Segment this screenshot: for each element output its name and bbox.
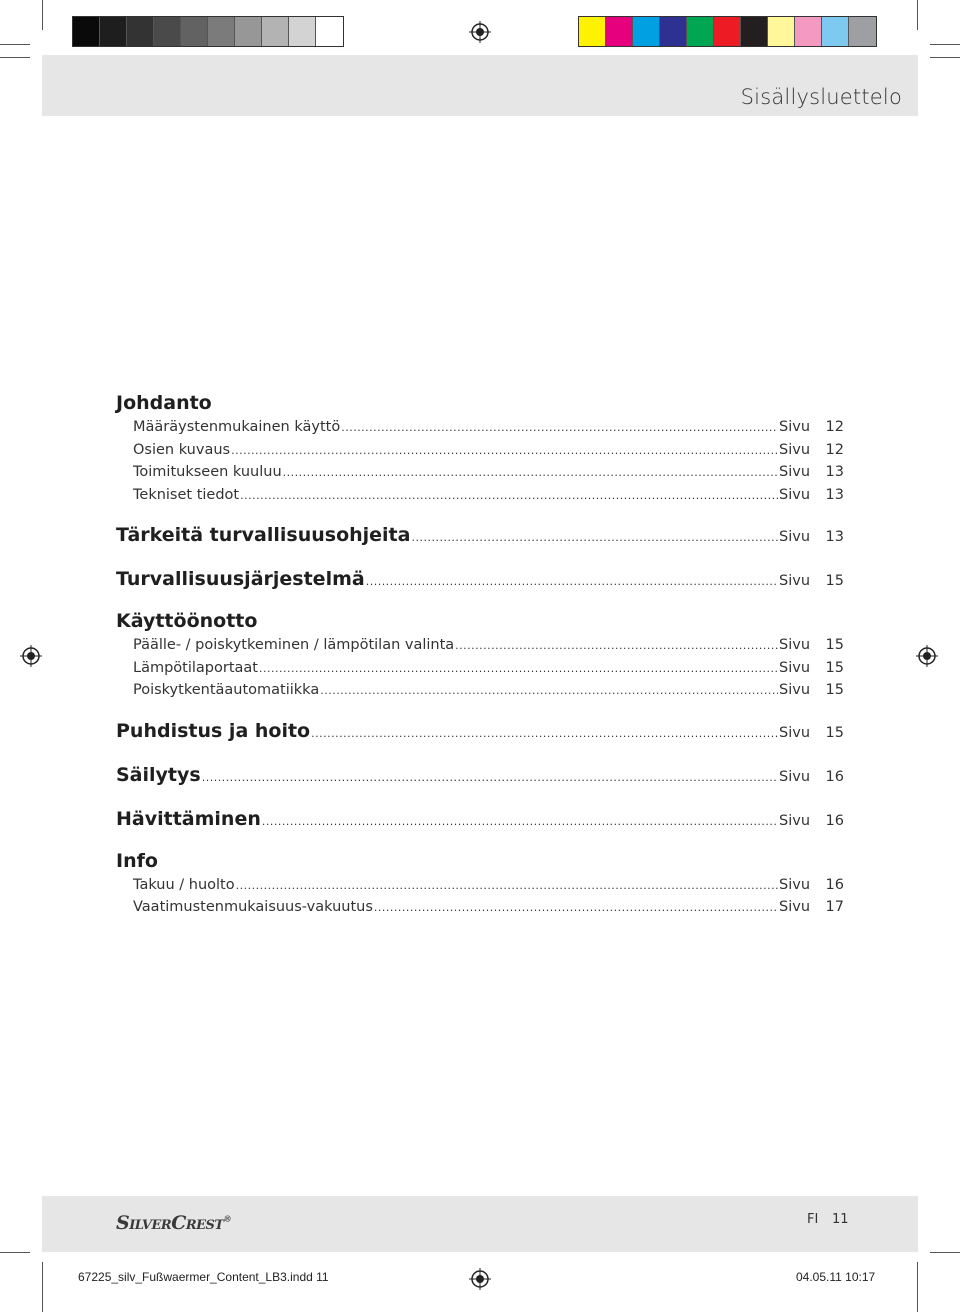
registration-mark-icon: [20, 645, 42, 667]
table-of-contents: [116, 390, 844, 933]
crop-mark: [42, 0, 43, 30]
color-swatch: [822, 17, 849, 46]
crop-mark: [0, 44, 30, 45]
toc-section: [116, 390, 844, 506]
page-ref: 12: [825, 441, 844, 458]
slug-timestamp: 04.05.11 10:17: [796, 1270, 876, 1284]
dot-leader: [341, 417, 778, 440]
toc-section-heading: Info: [116, 849, 158, 872]
toc-entry[interactable]: [116, 657, 844, 680]
toc-entry-label: Osien kuvaus: [133, 441, 231, 458]
dot-leader: [455, 635, 778, 658]
gray-swatch: [181, 17, 208, 46]
language-code: FI: [807, 1212, 819, 1227]
page-ref: 12: [825, 419, 844, 435]
header-band: [42, 55, 918, 116]
crop-mark: [42, 1262, 43, 1312]
toc-entry[interactable]: [116, 520, 844, 550]
color-swatch: [633, 17, 660, 46]
toc-section: [116, 848, 844, 919]
footer-band: [42, 1196, 918, 1252]
color-swatch: [687, 17, 714, 46]
toc-entry-label: Päälle- / poiskytkeminen / lämpötilan valinta: [133, 637, 455, 653]
gray-swatch: [73, 17, 100, 46]
toc-entry[interactable]: [116, 874, 844, 897]
page-word: Sivu: [779, 768, 811, 785]
color-swatch: [660, 17, 687, 46]
toc-section: [116, 520, 844, 550]
dot-leader: [411, 523, 778, 553]
toc-entry[interactable]: [116, 461, 844, 484]
crop-mark: [930, 1252, 960, 1253]
dot-leader: [283, 462, 778, 485]
dot-leader: [240, 485, 778, 508]
dot-leader: [374, 897, 778, 920]
grayscale-color-bar: [72, 16, 344, 47]
toc-entry-label: Hävittäminen: [116, 807, 261, 830]
dot-leader: [231, 440, 778, 463]
toc-section: [116, 716, 844, 746]
dot-leader: [202, 763, 778, 793]
toc-section: [116, 760, 844, 790]
slug-filename: 67225_silv_Fußwaermer_Content_LB3.indd 11: [78, 1270, 329, 1284]
gray-swatch: [154, 17, 181, 46]
toc-entry[interactable]: [116, 634, 844, 657]
silvercrest-logo: SilverCrest®: [116, 1212, 232, 1234]
gray-swatch: [100, 17, 127, 46]
toc-entry-label: Puhdistus ja hoito: [116, 719, 311, 742]
crop-mark: [0, 1252, 30, 1253]
page-word: Sivu: [779, 529, 811, 545]
toc-entry[interactable]: [116, 896, 844, 919]
crop-mark: [0, 57, 30, 58]
toc-entry-label: Poiskytkentäautomatiikka: [133, 682, 320, 698]
registration-mark-icon: [469, 21, 491, 43]
toc-entry[interactable]: [116, 760, 844, 790]
dot-leader: [366, 567, 778, 597]
page-word: Sivu: [779, 441, 811, 458]
toc-entry-label: Määräystenmukainen käyttö: [133, 419, 341, 435]
page-word: Sivu: [779, 464, 811, 480]
page-word: Sivu: [779, 724, 811, 741]
page-ref: 16: [825, 876, 844, 893]
page-ref: 15: [825, 724, 844, 741]
crop-mark: [930, 57, 960, 58]
page-ref: 16: [825, 768, 844, 785]
page-word: Sivu: [779, 899, 811, 915]
toc-entry-label: Tärkeitä turvallisuusohjeita: [116, 524, 411, 546]
crop-mark: [930, 44, 960, 45]
page-word: Sivu: [779, 419, 811, 435]
toc-section-heading: Johdanto: [116, 392, 212, 414]
page-word: Sivu: [779, 573, 811, 589]
toc-entry-label: Tekniset tiedot: [133, 486, 240, 503]
color-swatch: [741, 17, 768, 46]
dot-leader: [311, 719, 778, 749]
toc-entry-label: Toimitukseen kuuluu: [133, 464, 282, 480]
gray-swatch: [235, 17, 262, 46]
registration-mark-icon: [916, 645, 938, 667]
toc-entry-label: Lämpötilaportaat: [133, 659, 258, 676]
gray-swatch: [316, 17, 343, 46]
toc-entry[interactable]: [116, 484, 844, 507]
page-ref: 13: [825, 486, 844, 503]
page-ref: 15: [825, 659, 844, 676]
crop-mark: [917, 1262, 918, 1312]
toc-entry-label: Säilytys: [116, 763, 201, 786]
color-swatch: [714, 17, 741, 46]
color-swatch: [849, 17, 876, 46]
page-ref: 13: [825, 464, 844, 480]
page-ref: 15: [825, 637, 844, 653]
toc-entry[interactable]: [116, 804, 844, 834]
toc-entry[interactable]: [116, 679, 844, 702]
toc-entry[interactable]: [116, 564, 844, 594]
page-word: Sivu: [779, 682, 811, 698]
gray-swatch: [208, 17, 235, 46]
toc-section-heading: Käyttöönotto: [116, 610, 258, 632]
page-word: Sivu: [779, 486, 811, 503]
page-number: 11: [832, 1212, 849, 1227]
process-color-bar: [578, 16, 877, 47]
toc-entry-label: Vaatimustenmukaisuus-vakuutus: [133, 899, 373, 915]
gray-swatch: [262, 17, 289, 46]
page-ref: 15: [825, 573, 844, 589]
gray-swatch: [127, 17, 154, 46]
toc-section: [116, 564, 844, 594]
page-ref: 13: [825, 529, 844, 545]
page-ref: 16: [825, 812, 844, 829]
dot-leader: [320, 680, 778, 703]
toc-entry[interactable]: [116, 439, 844, 462]
color-swatch: [795, 17, 822, 46]
page-ref: 17: [825, 899, 844, 915]
toc-entry-label: Turvallisuusjärjestelmä: [116, 568, 365, 590]
page-word: Sivu: [779, 637, 811, 653]
toc-section: [116, 608, 844, 702]
gray-swatch: [289, 17, 316, 46]
dot-leader: [262, 807, 778, 837]
page-word: Sivu: [779, 876, 811, 893]
registration-mark-icon: [469, 1268, 491, 1290]
page-title: Sisällysluettelo: [740, 85, 902, 109]
page-ref: 15: [825, 682, 844, 698]
crop-mark: [917, 0, 918, 30]
color-swatch: [606, 17, 633, 46]
color-swatch: [579, 17, 606, 46]
toc-entry-label: Takuu / huolto: [133, 876, 235, 893]
toc-entry[interactable]: [116, 716, 844, 746]
color-swatch: [768, 17, 795, 46]
page-word: Sivu: [779, 659, 811, 676]
toc-section: [116, 804, 844, 834]
dot-leader: [259, 658, 778, 681]
page-word: Sivu: [779, 812, 811, 829]
dot-leader: [236, 875, 778, 898]
toc-entry[interactable]: [116, 416, 844, 439]
